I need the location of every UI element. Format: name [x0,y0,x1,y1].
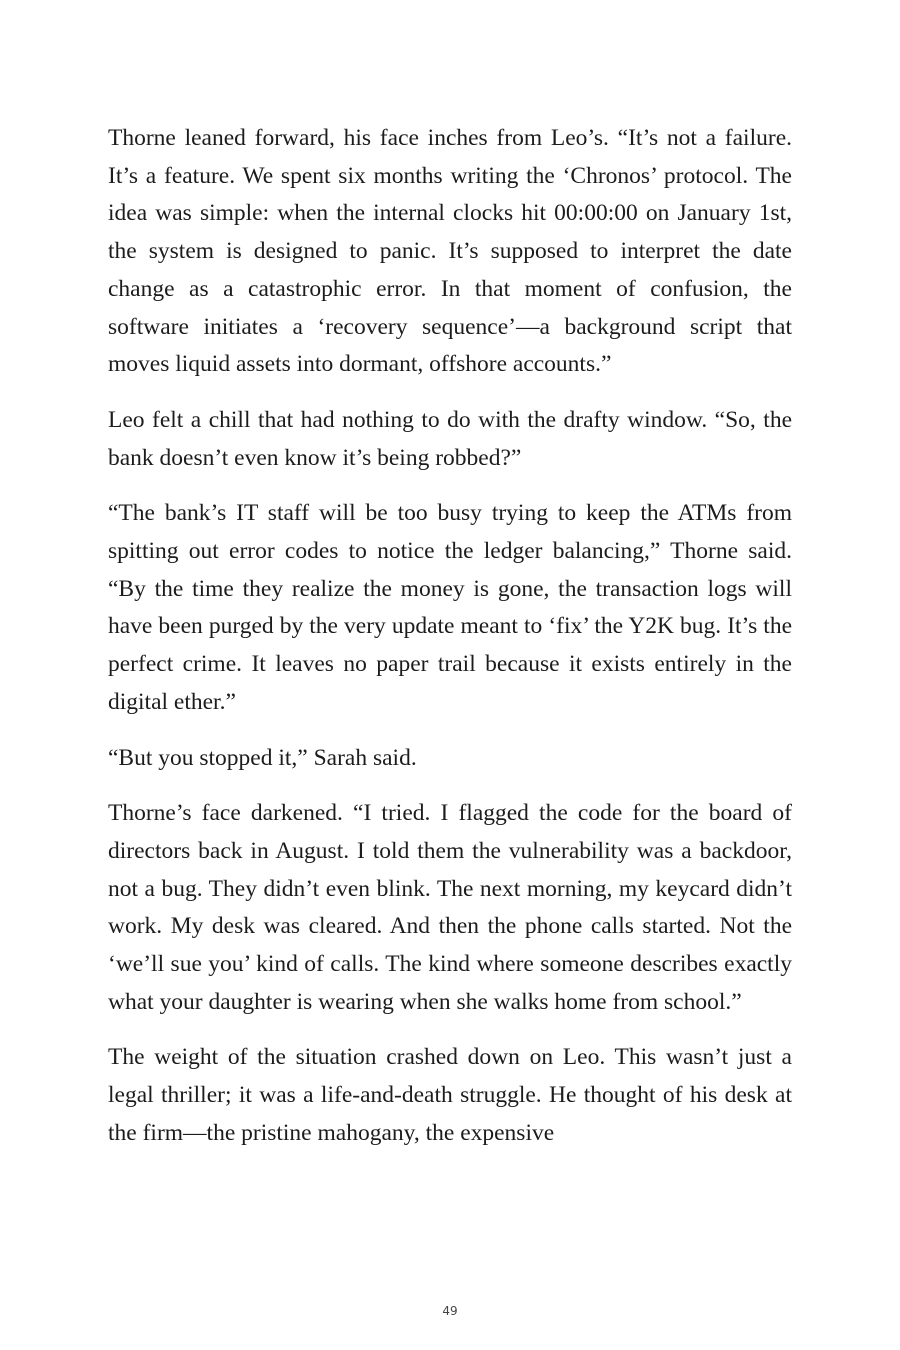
body-text [108,120,792,1171]
paragraph-6: The weight of the situation crashed down on Leo. This wasn’t just a legal thriller; it was a life-and-death struggle. He thought of his desk at the firm—the pristine mahogany, the expensive [108,1044,792,1146]
paragraph-3: “The bank’s IT staff will be too busy trying to keep the ATMs from spitting out error codes to notice the ledger balancing,” Thorne said. “By the time they realize the money is gone, the transaction logs will have been purged by the very update meant to ‘fix’ the Y2K bug. It’s the perfect crime. It leaves no paper trail because it exists entirely in the digital ether.” [108,500,792,715]
paragraph-2: Leo felt a chill that had nothing to do with the drafty window. “So, the bank doesn’t even know it’s being robbed?” [108,406,792,471]
paragraph-5: Thorne’s face darkened. “I tried. I flagged the code for the board of directors back in August. I told them the vulnerability was a backdoor, not a bug. They didn’t even blink. The next morning, my keycard didn’t work. My desk was cleared. And then the phone calls started. Not the ‘we’ll sue you’ kind of calls. The kind where someone describes exactly what your daughter is wearing when she walks home from school.” [108,800,792,1015]
paragraph-1: Thorne leaned forward, his face inches from Leo’s. “It’s not a failure. It’s a feature. We spent six months writing the ‘Chronos’ protocol. The idea was simple: when the internal clocks hit 00:00:00 on January 1st, the system is designed to panic. It’s supposed to interpret the date change as a catastrophic error. In that moment of confusion, the software initiates a ‘recovery sequence’—a background script that moves liquid assets into dormant, offshore accounts.” [108,125,792,378]
page-number: 49 [442,1304,458,1318]
paragraph-4: “But you stopped it,” Sarah said. [108,744,417,771]
